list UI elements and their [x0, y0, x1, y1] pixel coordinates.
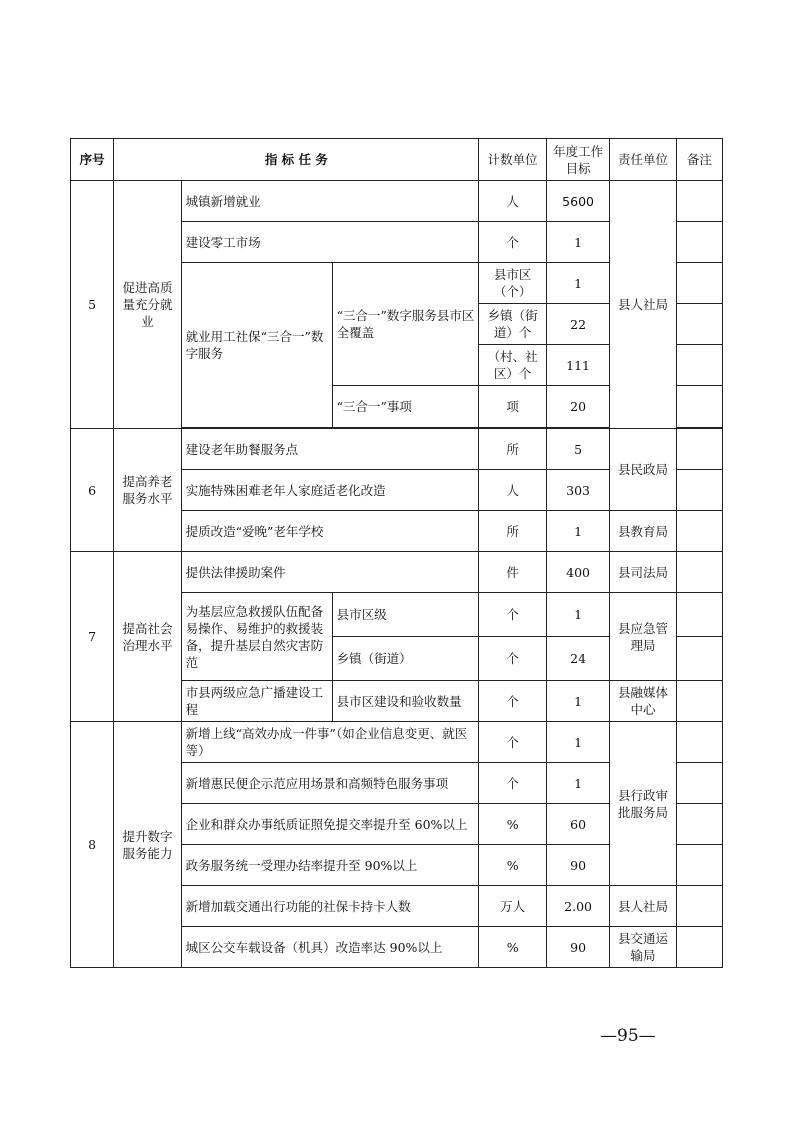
note-cell — [676, 470, 722, 511]
header-note: 备注 — [676, 139, 722, 181]
dept-cell: 县教育局 — [610, 511, 676, 552]
unit-cell: 个 — [479, 722, 546, 763]
note-cell — [676, 804, 722, 845]
task-cell: 新增上线“高效办成一件事”（如企业信息变更、就医等） — [181, 722, 479, 763]
seq-cell: 8 — [71, 722, 114, 968]
unit-cell: 件 — [479, 552, 546, 593]
task-cell: 企业和群众办事纸质证照免提交率提升至 60%以上 — [181, 804, 479, 845]
dept-cell: 县司法局 — [610, 552, 676, 593]
task-cell: 为基层应急救援队伍配备易操作、易维护的救援装备，提升基层自然灾害防范 — [181, 593, 332, 681]
dept-cell: 县交通运输局 — [610, 927, 676, 968]
task-cell: 新增加载交通出行功能的社保卡持卡人数 — [181, 886, 479, 927]
task-cell: 政务服务统一受理办结率提升至 90%以上 — [181, 845, 479, 886]
task-cell: 实施特殊困难老年人家庭适老化改造 — [181, 470, 479, 511]
target-cell: 1 — [546, 593, 609, 637]
task-cell: 新增惠民便企示范应用场景和高频特色服务事项 — [181, 763, 479, 804]
target-cell: 5600 — [546, 181, 609, 222]
seq-cell: 7 — [71, 552, 114, 722]
category-cell: 促进高质量充分就业 — [114, 181, 181, 429]
note-cell — [676, 845, 722, 886]
category-cell: 提高社会治理水平 — [114, 552, 181, 722]
target-cell: 400 — [546, 552, 609, 593]
page-number: —95— — [600, 1026, 656, 1046]
dept-cell: 县应急管理局 — [610, 593, 676, 681]
unit-cell: % — [479, 845, 546, 886]
task-cell: 提供法律援助案件 — [181, 552, 479, 593]
header-target: 年度工作目标 — [546, 139, 609, 181]
note-cell — [676, 593, 722, 637]
table-row — [71, 552, 723, 593]
table-row — [71, 181, 723, 222]
unit-cell: 乡镇（街道）个 — [479, 304, 546, 345]
note-cell — [676, 386, 722, 428]
dept-cell: 县人社局 — [610, 181, 676, 429]
task-cell: 建设零工市场 — [181, 222, 479, 263]
target-cell: 1 — [546, 681, 609, 722]
unit-cell: 所 — [479, 511, 546, 552]
target-cell: 90 — [546, 927, 609, 968]
note-cell — [676, 511, 722, 552]
note-cell — [676, 304, 722, 345]
indicator-table — [70, 138, 723, 968]
dept-cell: 县融媒体中心 — [610, 681, 676, 722]
task-cell: 城区公交车载设备（机具）改造率达 90%以上 — [181, 927, 479, 968]
target-cell: 1 — [546, 263, 609, 304]
unit-cell: 个 — [479, 637, 546, 681]
note-cell — [676, 927, 722, 968]
unit-cell: 个 — [479, 763, 546, 804]
note-cell — [676, 345, 722, 386]
note-cell — [676, 263, 722, 304]
target-cell: 90 — [546, 845, 609, 886]
subtask-cell: “三合一”事项 — [332, 386, 479, 428]
note-cell — [676, 181, 722, 222]
header-seq: 序号 — [71, 139, 114, 181]
category-cell: 提高养老服务水平 — [114, 429, 181, 552]
subtask-cell: 乡镇（街道） — [332, 637, 479, 681]
note-cell — [676, 763, 722, 804]
task-cell: 建设老年助餐服务点 — [181, 429, 479, 470]
task-cell: 提质改造“爱晚”老年学校 — [181, 511, 479, 552]
header-dept: 责任单位 — [610, 139, 676, 181]
unit-cell: 个 — [479, 222, 546, 263]
task-cell: 城镇新增就业 — [181, 181, 479, 222]
target-cell: 1 — [546, 763, 609, 804]
header-row — [71, 139, 723, 181]
subtask-cell: 县市区建设和验收数量 — [332, 681, 479, 722]
unit-cell: % — [479, 804, 546, 845]
note-cell — [676, 552, 722, 593]
task-cell: 市县两级应急广播建设工程 — [181, 681, 332, 722]
unit-cell: 个 — [479, 593, 546, 637]
note-cell — [676, 637, 722, 681]
target-cell: 20 — [546, 386, 609, 428]
target-cell: 24 — [546, 637, 609, 681]
note-cell — [676, 222, 722, 263]
dept-cell: 县民政局 — [610, 429, 676, 511]
target-cell: 1 — [546, 511, 609, 552]
category-cell: 提升数字服务能力 — [114, 722, 181, 968]
header-task: 指 标 任 务 — [114, 139, 479, 181]
subtask-cell: “三合一”数字服务县市区全覆盖 — [332, 263, 479, 386]
unit-cell: 项 — [479, 386, 546, 428]
note-cell — [676, 722, 722, 763]
note-cell — [676, 429, 722, 470]
target-cell: 5 — [546, 429, 609, 470]
unit-cell: % — [479, 927, 546, 968]
seq-cell: 5 — [71, 181, 114, 429]
target-cell: 303 — [546, 470, 609, 511]
table-row — [71, 429, 723, 470]
target-cell: 60 — [546, 804, 609, 845]
target-cell: 1 — [546, 222, 609, 263]
unit-cell: 人 — [479, 470, 546, 511]
seq-cell: 6 — [71, 429, 114, 552]
note-cell — [676, 681, 722, 722]
unit-cell: 万人 — [479, 886, 546, 927]
header-unit: 计数单位 — [479, 139, 546, 181]
subtask-cell: 县市区级 — [332, 593, 479, 637]
table-row — [71, 722, 723, 763]
dept-cell: 县人社局 — [610, 886, 676, 927]
target-cell: 111 — [546, 345, 609, 386]
target-cell: 22 — [546, 304, 609, 345]
unit-cell: 人 — [479, 181, 546, 222]
task-cell: 就业用工社保“三合一”数字服务 — [181, 263, 332, 428]
unit-cell: 县市区（个） — [479, 263, 546, 304]
unit-cell: 个 — [479, 681, 546, 722]
target-cell: 2.00 — [546, 886, 609, 927]
note-cell — [676, 886, 722, 927]
unit-cell: 所 — [479, 429, 546, 470]
target-cell: 1 — [546, 722, 609, 763]
dept-cell: 县行政审批服务局 — [610, 722, 676, 886]
unit-cell: （村、社区）个 — [479, 345, 546, 386]
